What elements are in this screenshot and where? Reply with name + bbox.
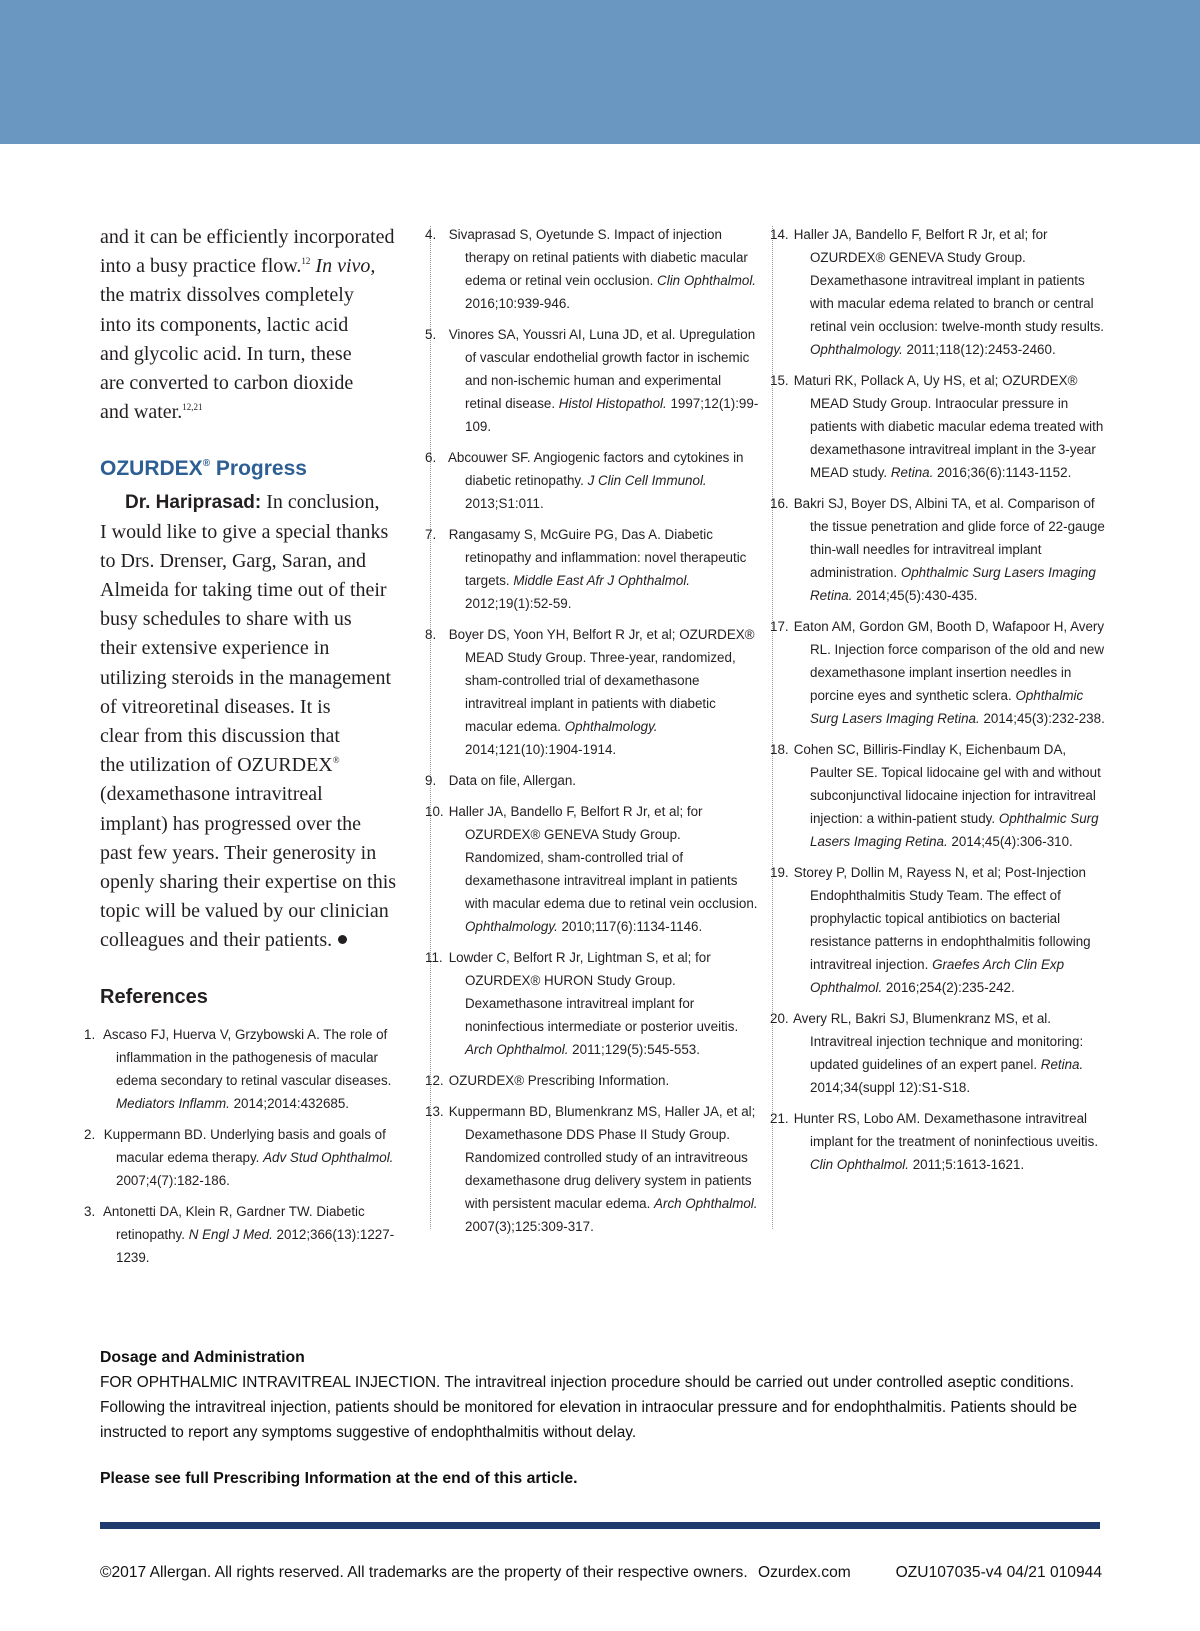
reference-item: 6. Abcouwer SF. Angiogenic factors and cytokines in diabetic retinopathy. J Clin Cell Immunol. 2013;S1:011. — [425, 450, 744, 511]
reference-text: Storey P, Dollin M, Rayess N, et al; Post-Injection Endophthalmitis Study Team. The effect of prophylactic topical antibiotics on bacterial resistance patterns in endophthalmitis following intravitreal injection. — [793, 865, 1091, 972]
reference-citation: 2007;4(7):182-186. — [116, 1172, 230, 1188]
text-line: implant) has progressed over the — [100, 812, 362, 835]
reference-item: 3. Antonetti DA, Klein R, Gardner TW. Diabetic retinopathy. N Engl J Med. 2012;366(13):1227-1239. — [84, 1203, 395, 1265]
references-list-2 — [425, 223, 760, 1238]
reference-citation: 2007(3);125:309-317. — [465, 1219, 594, 1234]
reference-citation: 2016;254(2):235-242. — [882, 980, 1015, 995]
reference-citation: 2011;5:1613-1621. — [909, 1157, 1025, 1172]
reference-text: Bakri SJ, Boyer DS, Albini TA, et al. Comparison of the tissue penetration and glide force of 22-gauge thin-wall needles for intravitreal implant administration. — [793, 496, 1105, 580]
text-line: colleagues and their patients. — [100, 929, 333, 952]
reference-journal: Ophthalmology. — [810, 342, 903, 357]
reference-text: Rangasamy S, McGuire PG, Das A. Diabetic retinopathy and inflammation: novel therapeutic targets. — [448, 527, 747, 588]
text-line: Almeida for taking time out of their — [100, 579, 387, 602]
reference-item: 19. Storey P, Dollin M, Rayess N, et al; Post-Injection Endophthalmitis Study Team. The effect of prophylactic topical antibiotics on bacterial resistance patterns in endophthalmitis following intravitreal injection. Graefes Arch Clin Exp Ophthalmol. 2016;254(2):235-242. — [770, 865, 1091, 995]
reference-citation: 2012;366(13):1227-1239. — [116, 1226, 395, 1265]
text-line: the utilization of OZURDEX — [100, 754, 333, 777]
references-list-1 — [84, 1023, 420, 1269]
reference-citation: 2014;45(4):306-310. — [947, 834, 1073, 849]
text-line: into its components, lactic acid — [100, 313, 349, 336]
citation-sup: 12 — [301, 256, 311, 267]
conclusion-paragraph — [100, 488, 420, 955]
reference-text: Haller JA, Bandello F, Belfort R Jr, et al; for OZURDEX® GENEVA Study Group. Dexamethasone intravitreal implant in patients with macular edema related to branch or central retinal vein occlusion: twelve-month study results. — [793, 227, 1104, 334]
reference-text: Lowder C, Belfort R Jr, Lightman S, et al; for OZURDEX® HURON Study Group. Dexamethasone intravitreal implant for noninfectious intermediate or posterior uveitis. — [448, 950, 739, 1034]
text-line: utilizing steroids in the management — [100, 666, 392, 689]
dosage-title: Dosage and Administration — [100, 1349, 305, 1366]
reference-text: Vinores SA, Youssri AI, Luna JD, et al. Upregulation of vascular endothelial growth factor in ischemic and non-ischemic human and experimental retinal disease. — [448, 327, 756, 411]
reference-text: Maturi RK, Pollack A, Uy HS, et al; OZURDEX® MEAD Study Group. Intraocular pressure in patients with diabetic macular edema treated with dexamethasone intravitreal implant in the 3-year MEAD study. — [793, 373, 1104, 480]
text-line: to Drs. Drenser, Garg, Saran, and — [100, 549, 366, 572]
reference-text: Boyer DS, Yoon YH, Belfort R Jr, et al; OZURDEX® MEAD Study Group. Three-year, randomized, sham-controlled trial of dexamethasone intravitreal implant in patients with diabetic macular edema. — [448, 627, 755, 734]
text-line: and it can be efficiently incorporated — [100, 226, 395, 248]
reference-item: 15. Maturi RK, Pollack A, Uy HS, et al; OZURDEX® MEAD Study Group. Intraocular pressure in patients with diabetic macular edema treated with dexamethasone intravitreal implant in the 3-year MEAD study. Retina. 2016;36(6):1143-1152. — [770, 373, 1104, 480]
reference-citation: 2013;S1:011. — [465, 496, 544, 511]
reference-journal: N Engl J Med. — [188, 1226, 273, 1242]
reference-text: Cohen SC, Billiris-Findlay K, Eichenbaum DA, Paulter SE. Topical lidocaine gel with and without subconjunctival lidocaine injection for intravitreal injection: a within-patient study. — [793, 742, 1101, 826]
references-column-2 — [425, 223, 760, 1246]
reference-item: 21. Hunter RS, Lobo AM. Dexamethasone intravitreal implant for the treatment of noninfectious uveitis. Clin Ophthalmol. 2011;5:1613-1621. — [770, 1111, 1099, 1172]
text-line: and glycolic acid. In turn, these — [100, 342, 352, 365]
end-bullet-icon — [338, 935, 347, 944]
text-line: and water. — [100, 401, 183, 424]
reference-journal: Adv Stud Ophthalmol. — [263, 1149, 394, 1165]
dosage-text: FOR OPHTHALMIC INTRAVITREAL INJECTION. The intravitreal injection procedure should be carried out under controlled aseptic conditions. Following the intravitreal injection, patients should be monitored for elevation in intraocular pressure and for endophthalmitis. Patients should be instructed to report any symptoms suggestive of endophthalmitis without delay. — [100, 1374, 1078, 1441]
reference-citation: 2010;117(6):1134-1146. — [557, 919, 703, 934]
reference-item: 20. Avery RL, Bakri SJ, Blumenkranz MS, et al. Intravitreal injection technique and monitoring: updated guidelines of an expert panel. Retina. 2014;34(suppl 12):S1-S18. — [770, 1011, 1084, 1095]
registered-mark: ® — [202, 458, 211, 470]
text-line: busy schedules to share with us — [100, 608, 352, 631]
reference-text: OZURDEX® Prescribing Information. — [448, 1073, 670, 1088]
reference-citation: 2011;118(12):2453-2460. — [902, 342, 1056, 357]
citation-sup: 12,21 — [182, 402, 203, 413]
text-line: topic will be valued by our clinician — [100, 900, 389, 923]
main-column — [84, 223, 420, 1277]
text-line: (dexamethasone intravitreal — [100, 783, 323, 806]
reference-citation: 2012;19(1):52-59. — [465, 596, 572, 611]
reference-text: Ascaso FJ, Huerva V, Grzybowski A. The role of inflammation in the pathogenesis of macular edema secondary to retinal vascular diseases. — [102, 1026, 392, 1088]
reference-citation: 2011;129(5):545-553. — [568, 1042, 700, 1057]
text-line: clear from this discussion that — [100, 725, 340, 748]
reference-text: Kuppermann BD, Blumenkranz MS, Haller JA, et al; Dexamethasone DDS Phase II Study Group. Randomized controlled study of an intravitreous dexamethasone drug delivery system in patients with persistent macular edema. — [448, 1104, 756, 1211]
text-line: are converted to carbon dioxide — [100, 372, 354, 395]
text-line: the matrix dissolves completely — [100, 284, 354, 307]
reference-journal: Ophthalmic Surg Lasers Imaging Retina. — [810, 565, 1096, 603]
reference-journal: Retina. — [1040, 1057, 1084, 1072]
reference-journal: Clin Ophthalmol. — [810, 1157, 909, 1172]
reference-journal: Arch Ophthalmol. — [465, 1042, 569, 1057]
reference-item: 2. Kuppermann BD. Underlying basis and goals of macular edema therapy. Adv Stud Ophthalmol. 2007;4(7):182-186. — [84, 1126, 394, 1188]
reference-text: Eaton AM, Gordon GM, Booth D, Wafapoor H, Avery RL. Injection force comparison of the old and new dexamethasone implant insertion needles in porcine eyes and synthetic sclera. — [793, 619, 1105, 703]
speaker-name: Dr. Hariprasad: — [125, 492, 262, 514]
reference-citation: 2016;36(6):1143-1152. — [933, 465, 1072, 480]
reference-item: 4. Sivaprasad S, Oyetunde S. Impact of injection therapy on retinal patients with diabetic macular edema or retinal vein occlusion. Clin Ophthalmol. 2016;10:939-946. — [425, 227, 757, 311]
in-vivo-text: In vivo, — [315, 255, 376, 278]
copyright-text: ©2017 Allergan. All rights reserved. All trademarks are the property of their respective owners. — [100, 1564, 748, 1581]
references-column-3 — [770, 223, 1110, 1184]
section-title: OZURDEX — [100, 457, 203, 481]
reference-text: Antonetti DA, Klein R, Gardner TW. Diabetic retinopathy. — [102, 1203, 365, 1242]
section-heading — [100, 456, 420, 482]
reference-text: Hunter RS, Lobo AM. Dexamethasone intravitreal implant for the treatment of noninfectious uveitis. — [793, 1111, 1099, 1149]
reference-citation: 2016;10:939-946. — [465, 296, 570, 311]
reference-journal: Retina. — [890, 465, 934, 480]
reference-journal: J Clin Cell Immunol. — [587, 473, 707, 488]
text-line: of vitreoretinal diseases. It is — [100, 695, 331, 718]
reference-item: 13. Kuppermann BD, Blumenkranz MS, Haller JA, et al; Dexamethasone DDS Phase II Study Group. Randomized controlled study of an intravitreous dexamethasone drug delivery system in patients with persistent macular edema. Arch Ophthalmol. 2007(3);125:309-317. — [425, 1104, 758, 1234]
footer-rule — [100, 1522, 1100, 1529]
text-line: In conclusion, — [266, 491, 380, 514]
registered-mark: ® — [332, 755, 340, 766]
text-line: their extensive experience in — [100, 637, 330, 660]
reference-citation: 2014;121(10):1904-1914. — [465, 742, 617, 757]
text-line: into a busy practice flow. — [100, 255, 302, 278]
reference-item: 1. Ascaso FJ, Huerva V, Grzybowski A. The role of inflammation in the pathogenesis of macular edema secondary to retinal vascular diseases. Mediators Inflamm. 2014;2014:432685. — [84, 1026, 392, 1111]
reference-citation: 1997;12(1):99-109. — [465, 396, 759, 434]
reference-text: Haller JA, Bandello F, Belfort R Jr, et al; for OZURDEX® GENEVA Study Group. Randomized, sham-controlled trial of dexamethasone intravitreal implant in patients with macular edema due to retinal vein occlusion. — [448, 804, 758, 911]
reference-text: Sivaprasad S, Oyetunde S. Impact of injection therapy on retinal patients with diabetic macular edema or retinal vein occlusion. — [448, 227, 748, 288]
reference-text: Abcouwer SF. Angiogenic factors and cytokines in diabetic retinopathy. — [447, 450, 744, 488]
reference-journal: Ophthalmology. — [465, 919, 558, 934]
reference-citation: 2014;45(5):430-435. — [852, 588, 978, 603]
reference-journal: Arch Ophthalmol. — [654, 1196, 758, 1211]
dosage-section — [100, 1345, 1100, 1445]
reference-item: 8. Boyer DS, Yoon YH, Belfort R Jr, et al; OZURDEX® MEAD Study Group. Three-year, randomized, sham-controlled trial of dexamethasone intravitreal implant in patients with diabetic macular edema. Ophthalmology. 2014;121(10):1904-1914. — [425, 627, 755, 757]
reference-text: Avery RL, Bakri SJ, Blumenkranz MS, et al. Intravitreal injection technique and monitoring: updated guidelines of an expert panel. — [792, 1011, 1084, 1072]
reference-text: Data on file, Allergan. — [448, 773, 577, 788]
text-line: openly sharing their expertise on this — [100, 871, 397, 894]
reference-journal: Clin Ophthalmol. — [657, 273, 757, 288]
reference-journal: Ophthalmic Surg Lasers Imaging Retina. — [810, 811, 1099, 849]
header-band — [0, 0, 1200, 144]
prescribing-info-notice: Please see full Prescribing Information at the end of this article. — [100, 1470, 578, 1487]
reference-item: 12. OZURDEX® Prescribing Information. — [425, 1073, 670, 1088]
reference-item: 7. Rangasamy S, McGuire PG, Das A. Diabetic retinopathy and inflammation: novel therapeutic targets. Middle East Afr J Ophthalmol. 2012;19(1):52-59. — [425, 527, 747, 611]
reference-journal: Ophthalmic Surg Lasers Imaging Retina. — [810, 688, 1084, 726]
reference-item: 14. Haller JA, Bandello F, Belfort R Jr, et al; for OZURDEX® GENEVA Study Group. Dexamethasone intravitreal implant in patients with macular edema related to branch or central retinal vein occlusion: twelve-month study results. Ophthalmology. 2011;118(12):2453-2460. — [770, 227, 1104, 357]
intro-paragraph — [100, 223, 420, 427]
reference-journal: Ophthalmology. — [564, 719, 658, 734]
reference-item: 9. Data on file, Allergan. — [425, 773, 577, 788]
references-list-3 — [770, 223, 1110, 1176]
reference-text: Kuppermann BD. Underlying basis and goals of macular edema therapy. — [103, 1126, 386, 1165]
reference-item: 17. Eaton AM, Gordon GM, Booth D, Wafapoor H, Avery RL. Injection force comparison of the old and new dexamethasone implant insertion needles in porcine eyes and synthetic sclera. Ophthalmic Surg Lasers Imaging Retina. 2014;45(3):232-238. — [770, 619, 1105, 726]
reference-citation: 2014;45(3):232-238. — [979, 711, 1105, 726]
section-title-rest: Progress — [210, 457, 307, 481]
text-line: past few years. Their generosity in — [100, 841, 377, 864]
reference-citation: 2014;2014:432685. — [229, 1095, 350, 1111]
references-heading: References — [100, 985, 208, 1008]
website-link[interactable]: Ozurdex.com — [758, 1564, 851, 1581]
reference-journal: Histol Histopathol. — [558, 396, 667, 411]
reference-journal: Mediators Inflamm. — [116, 1095, 230, 1111]
reference-citation: 2014;34(suppl 12):S1-S18. — [810, 1080, 971, 1095]
reference-journal: Graefes Arch Clin Exp Ophthalmol. — [810, 957, 1065, 995]
reference-item: 5. Vinores SA, Youssri AI, Luna JD, et al. Upregulation of vascular endothelial growth factor in ischemic and non-ischemic human and experimental retinal disease. Histol Histopathol. 1997;12(1):99-109. — [425, 327, 759, 434]
reference-item: 11. Lowder C, Belfort R Jr, Lightman S, et al; for OZURDEX® HURON Study Group. Dexamethasone intravitreal implant for noninfectious intermediate or posterior uveitis. Arch Ophthalmol. 2011;129(5):545-553. — [425, 950, 739, 1057]
reference-journal: Middle East Afr J Ophthalmol. — [513, 573, 691, 588]
document-code: OZU107035-v4 04/21 010944 — [895, 1564, 1102, 1581]
reference-item: 10. Haller JA, Bandello F, Belfort R Jr, et al; for OZURDEX® GENEVA Study Group. Randomized, sham-controlled trial of dexamethasone intravitreal implant in patients with macular edema due to retinal vein occlusion. Ophthalmology. 2010;117(6):1134-1146. — [425, 804, 758, 934]
text-line: I would like to give a special thanks — [100, 520, 389, 543]
reference-item: 16. Bakri SJ, Boyer DS, Albini TA, et al. Comparison of the tissue penetration and glide force of 22-gauge thin-wall needles for intravitreal implant administration. Ophthalmic Surg Lasers Imaging Retina. 2014;45(5):430-435. — [770, 496, 1105, 603]
reference-item: 18. Cohen SC, Billiris-Findlay K, Eichenbaum DA, Paulter SE. Topical lidocaine gel with and without subconjunctival lidocaine injection for intravitreal injection: a within-patient study. Ophthalmic Surg Lasers Imaging Retina. 2014;45(4):306-310. — [770, 742, 1101, 849]
